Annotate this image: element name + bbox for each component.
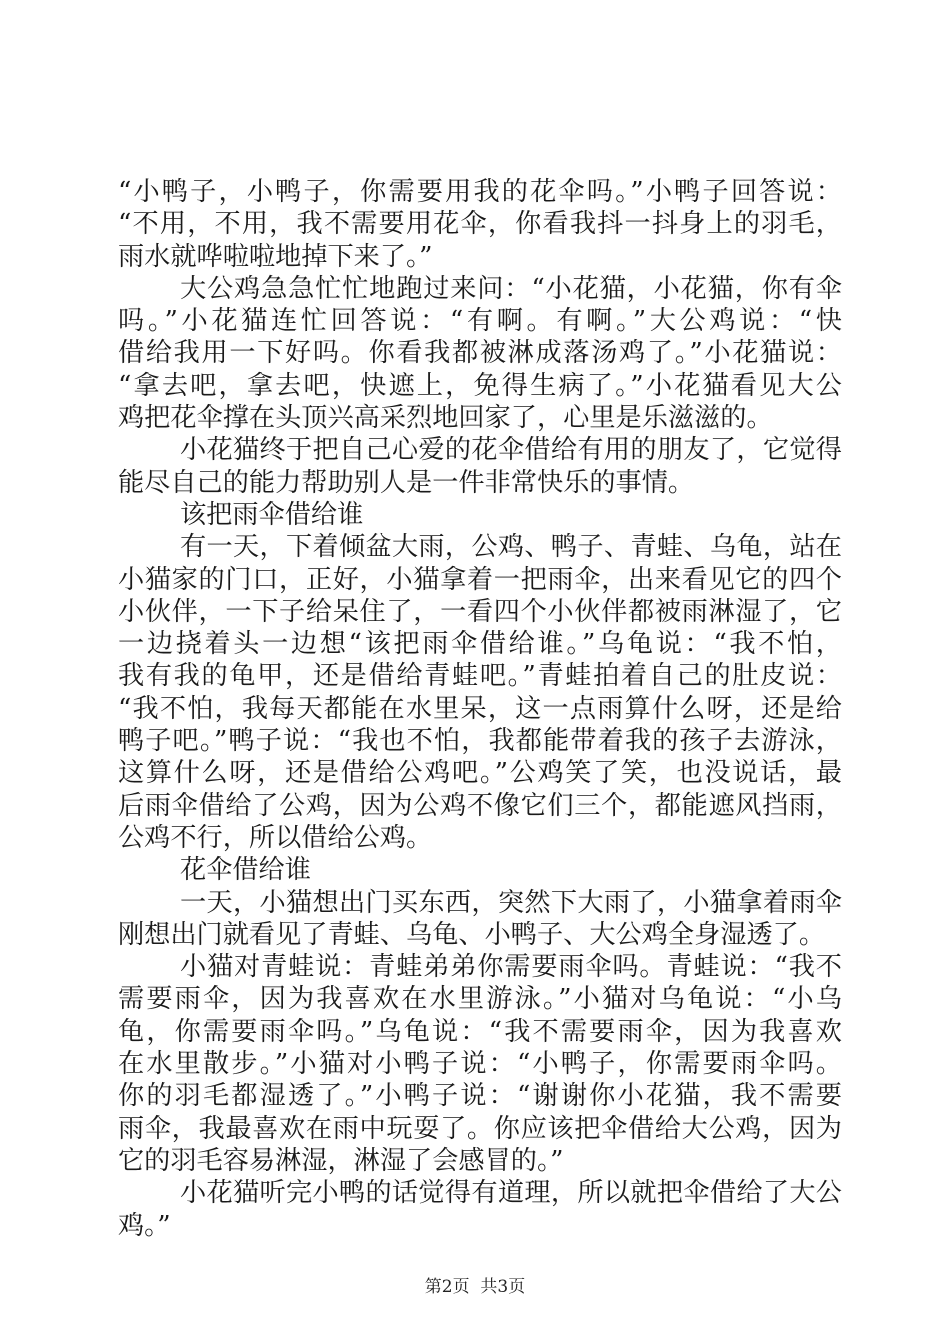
page-number-footer: 第2页 共3页: [424, 1277, 526, 1297]
text-line: 大公鸡急急忙忙地跑过来问：“小花猫，小花猫，你有伞: [180, 273, 842, 304]
text-line: 一边挠着头一边想“该把雨伞借给谁。”乌龟说：“我不怕，: [118, 629, 842, 660]
text-line: 小猫家的门口，正好，小猫拿着一把雨伞，出来看见它的四个: [118, 564, 842, 595]
text-line: 能尽自己的能力帮助别人是一件非常快乐的事情。: [118, 467, 695, 498]
text-line: “不用，不用，我不需要用花伞，你看我抖一抖身上的羽毛，: [118, 209, 842, 240]
text-line: 需要雨伞，因为我喜欢在水里游泳。”小猫对乌龟说：“小乌: [118, 984, 842, 1015]
text-line: 小伙伴，一下子给呆住了，一看四个小伙伴都被雨淋湿了，它: [118, 596, 842, 627]
text-line: 小花猫听完小鸭的话觉得有道理，所以就把伞借给了大公: [180, 1178, 842, 1209]
text-line: 花伞借给谁: [180, 855, 311, 886]
text-line: 刚想出门就看见了青蛙、乌龟、小鸭子、大公鸡全身湿透了。: [118, 919, 826, 950]
text-line: “我不怕，我每天都能在水里呆，这一点雨算什么呀，还是给: [118, 693, 842, 724]
text-line: 鸡把花伞撑在头顶兴高采烈地回家了，心里是乐滋滋的。: [118, 403, 773, 434]
text-line: 这算什么呀，还是借给公鸡吧。”公鸡笑了笑，也没说话，最: [118, 758, 842, 789]
text-line: 你的羽毛都湿透了。”小鸭子说：“谢谢你小花猫，我不需要: [118, 1081, 842, 1112]
text-line: 小猫对青蛙说：青蛙弟弟你需要雨伞吗。青蛙说：“我不: [180, 952, 842, 983]
text-line: “拿去吧，拿去吧，快遮上，免得生病了。”小花猫看见大公: [118, 370, 842, 401]
text-line: 该把雨伞借给谁: [180, 499, 364, 530]
text-line: 它的羽毛容易淋湿，淋湿了会感冒的。”: [118, 1145, 564, 1176]
text-line: 后雨伞借给了公鸡，因为公鸡不像它们三个，都能遮风挡雨，: [118, 790, 842, 821]
text-line: 借给我用一下好吗。你看我都被淋成落汤鸡了。”小花猫说：: [118, 338, 842, 369]
document-body: [118, 176, 842, 1242]
text-line: 一天，小猫想出门买东西，突然下大雨了，小猫拿着雨伞: [180, 887, 842, 918]
text-line: 吗。”小花猫连忙回答说：“有啊。有啊。”大公鸡说：“快: [118, 306, 842, 337]
text-line: 鸡。”: [118, 1210, 171, 1241]
text-line: “小鸭子，小鸭子，你需要用我的花伞吗。”小鸭子回答说：: [118, 177, 842, 207]
text-line: 公鸡不行，所以借给公鸡。: [118, 822, 433, 853]
text-line: 我有我的龟甲，还是借给青蛙吧。”青蛙拍着自己的肚皮说：: [118, 661, 842, 692]
text-line: 雨伞，我最喜欢在雨中玩耍了。你应该把伞借给大公鸡，因为: [118, 1113, 842, 1144]
text-line: 在水里散步。”小猫对小鸭子说：“小鸭子，你需要雨伞吗。: [118, 1049, 842, 1080]
text-line: 有一天，下着倾盆大雨，公鸡、鸭子、青蛙、乌龟，站在: [180, 532, 842, 563]
text-line: 龟，你需要雨伞吗。”乌龟说：“我不需要雨伞，因为我喜欢: [118, 1016, 842, 1047]
text-line: 雨水就哗啦啦地掉下来了。”: [118, 241, 433, 272]
text-line: 鸭子吧。”鸭子说：“我也不怕，我都能带着我的孩子去游泳，: [118, 726, 842, 757]
text-line: 小花猫终于把自己心爱的花伞借给有用的朋友了，它觉得: [180, 435, 842, 466]
